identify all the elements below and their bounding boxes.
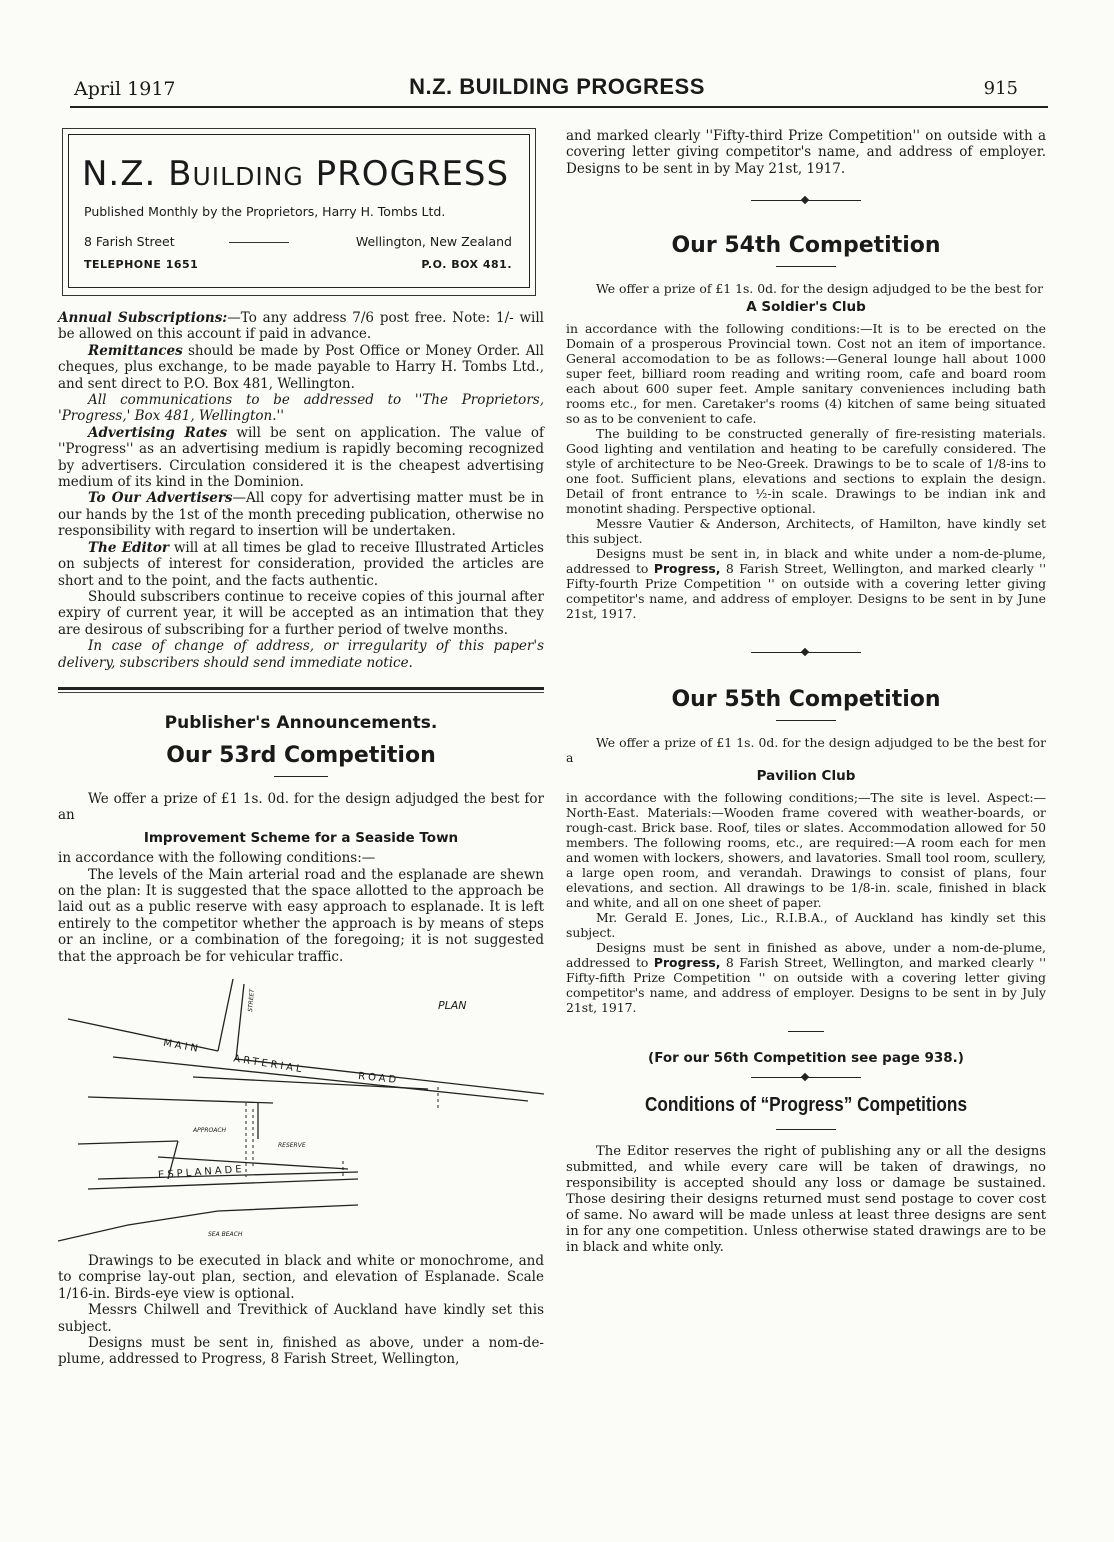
comp53-subject: Improvement Scheme for a Seaside Town [143,829,459,846]
comp53-conditions: Drawings to be executed in black and white or monochrome, and to comprise lay-out plan, section, and elevation of Esplanade. Scale 1/16-in. Birds-eye view is optional. Messrs Chilwell and Trevithick of Auckland have kindly set this subject. Designs must be sent in, finished as above, under a nom-de-plume, addressed to Progress, 8 Farish Street, Wellington, [58,1253,544,1368]
section-rule [58,687,544,690]
right-column [566,128,1046,1256]
divider [751,195,861,207]
notice-advertisers: To Our Advertisers—All copy for advertising matter must be in our hands by the 1st of the month preceding publication, otherwise no responsibility with regard to insertion will be undertaken. [58,490,544,540]
conditions-text: The Editor reserves the right of publishing any or all the designs submitted, and while every care will be taken of drawings, no responsibility is accepted should any loss or damage be sustained. Those desiring their designs returned must send postage to cover cost of same. No award will be made unless at least three designs are sent in for any one competition. Unless otherwise stated drawings are to be in black and white only. [566,1144,1046,1256]
notice-renewal: Should subscribers continue to receive copies of this journal after expiry of current year, it will be accepted as an intimation that they are desirous of subscribing for a further period of twelve months. [58,588,544,638]
comp54-heading: Our 54th Competition [671,233,941,259]
header-title: N.Z. BUILDING PROGRESS [409,74,705,99]
left-column [58,128,544,1368]
notice-subscriptions: Annual Subscriptions:—To any address 7/6 post free. Note: 1/- will be allowed on this account if paid in advance. [58,310,545,343]
comp53-body: We offer a prize of £1 1s. 0d. for the design adjudged the best for an Improvement Scheme for a Seaside Town in accordance with the following conditions:— The levels of the Main arterial road and the esplanade are shewn on the plan: It is suggested that the space allotted to the approach be laid out as a public reserve with easy approach to esplanade. It is left entirely to the competitor whether the approach is by means of steps or an incline, or a combination of the foregoing; it is not suggested that the approach be for vehicular traffic. [58,790,544,965]
conditions-heading: Conditions of “Progress” Competitions [644,1094,968,1117]
site-plan [58,979,544,1249]
comp53-intro: We offer a prize of £1 1s. 0d. for the design adjudged the best for an [58,790,544,824]
notice-communications: All communications to be addressed to ''The Proprietors, 'Progress,' Box 481, Wellington.'' [58,392,544,425]
masthead-title: N.Z. BUILDING PROGRESS [82,154,510,194]
label-arterial: ARTERIAL [232,1053,306,1076]
label-approach: APPROACH [193,1127,227,1134]
notice-remittances: Remittances should be made by Post Office or Money Order. All cheques, plus exchange, to be made payable to Harry H. Tombs Ltd., and sent direct to P.O. Box 481, Wellington. [58,342,544,392]
comp55-subject: Pavilion Club [756,768,856,785]
masthead-box [62,128,536,296]
notice-advertising-rates: Advertising Rates will be sent on application. The value of ''Progress'' as an advertising medium is rapidly becoming recognized by advertisers. Circulation considered it is the cheapest advertising medium of its kind in the Dominion. [58,424,544,491]
site-plan-drawing [58,979,544,1249]
label-reserve: RESERVE [278,1142,306,1149]
comp56-note: (For our 56th Competition see page 938.) [648,1050,964,1067]
comp54-subject: A Soldier's Club [746,299,866,316]
masthead-publisher: Published Monthly by the Proprietors, Harry H. Tombs Ltd. [84,204,446,219]
header-rule [70,106,1048,108]
notice-editor: The Editor will at all times be glad to receive Illustrated Articles on subjects of interest for consideration, provided the articles are short and to the point, and the facts authentic. [58,539,544,589]
comp55-heading: Our 55th Competition [671,687,941,713]
page-header [0,72,1114,112]
label-main: MAIN [162,1037,202,1056]
comp53-continued: and marked clearly ''Fifty-third Prize Competition'' on outside with a covering letter giving competitor's name, and address of employer. Designs to be sent in by May 21st, 1917. [566,128,1046,177]
masthead-contact: TELEPHONE 1651 P.O. BOX 481. [84,258,512,271]
divider [751,647,861,659]
comp54-body: We offer a prize of £1 1s. 0d. for the design adjudged to be the best for A Soldier's Club in accordance with the following conditions:—It is to be erected on the Domain of a prosperous Provincial town. Cost not an item of importance. General accomodation to be as follows:—General lounge hall about 1000 super feet, billiard room reading and writing room, cafe and board room each about 600 super feet. Ample sanitary conveniences including bath rooms etc., for men. Caretaker's rooms (4) kitchen of same being situated so as to be convenient to cafe. The building to be constructed generally of fire-resisting materials. Good lighting and ventilation and heating to be carefully considered. The style of architecture to be Neo-Greek. Drawings to be to scale of 1/8-ins to one foot. Sufficient plans, elevations and sections to explain the design. Detail of front entrance to ½-in scale. Drawings to be indian ink and monotint shading. Perspective optional. Messre Vautier & Anderson, Architects, of Hamilton, have kindly set this subject. Designs must be sent in, in black and white under a nom-de-plume, addressed to Progress, 8 Farish Street, Wellington, and marked clearly '' Fifty-fourth Prize Competition '' on outside with a covering letter giving competitor's name, and address of employer. Designs to be sent in by June 21st, 1917. [566,281,1046,622]
header-date: April 1917 [74,78,176,100]
page-number: 915 [983,78,1018,99]
publishers-announcements-heading: Publisher's Announcements. [164,712,438,733]
label-street: STREET [246,988,256,1013]
notice-change-address: In case of change of address, or irregularity of this paper's delivery, subscribers should send immediate notice. [58,638,544,671]
label-esplanade: ESPLANADE [157,1163,245,1182]
plan-label: PLAN [438,999,467,1012]
masthead-address: 8 Farish Street Wellington, New Zealand [84,234,512,249]
subscription-notices [58,310,544,671]
label-sea-beach: SEA BEACH [208,1231,243,1238]
comp55-body: We offer a prize of £1 1s. 0d. for the design adjudged to be the best for a Pavilion Club in accordance with the following conditions;—The site is level. Aspect:—North-East. Materials:—Wooden frame covered with weather-boards, or rough-cast. Brick base. Roof, tiles or slates. Accommodation allowed for 50 members. The following rooms, etc., are required:—A room each for men and women with lockers, showers, and lavatories. Small tool room, scullery, a large open room, and verandah. Drawings to consist of plans, four elevations, and section. All drawings to be 1/8-in. scale, finished in black and white, and all on one sheet of paper. Mr. Gerald E. Jones, Lic., R.I.B.A., of Auckland has kindly set this subject. Designs must be sent in finished as above, under a nom-de-plume, addressed to Progress, 8 Farish Street, Wellington, and marked clearly '' Fifty-fifth Prize Competition '' on outside with a covering letter giving competitor's name, and address of employer. Designs to be sent in by July 21st, 1917. [566,735,1046,1016]
comp53-heading: Our 53rd Competition [166,742,436,768]
divider [751,1072,861,1084]
label-road: ROAD [357,1070,400,1087]
